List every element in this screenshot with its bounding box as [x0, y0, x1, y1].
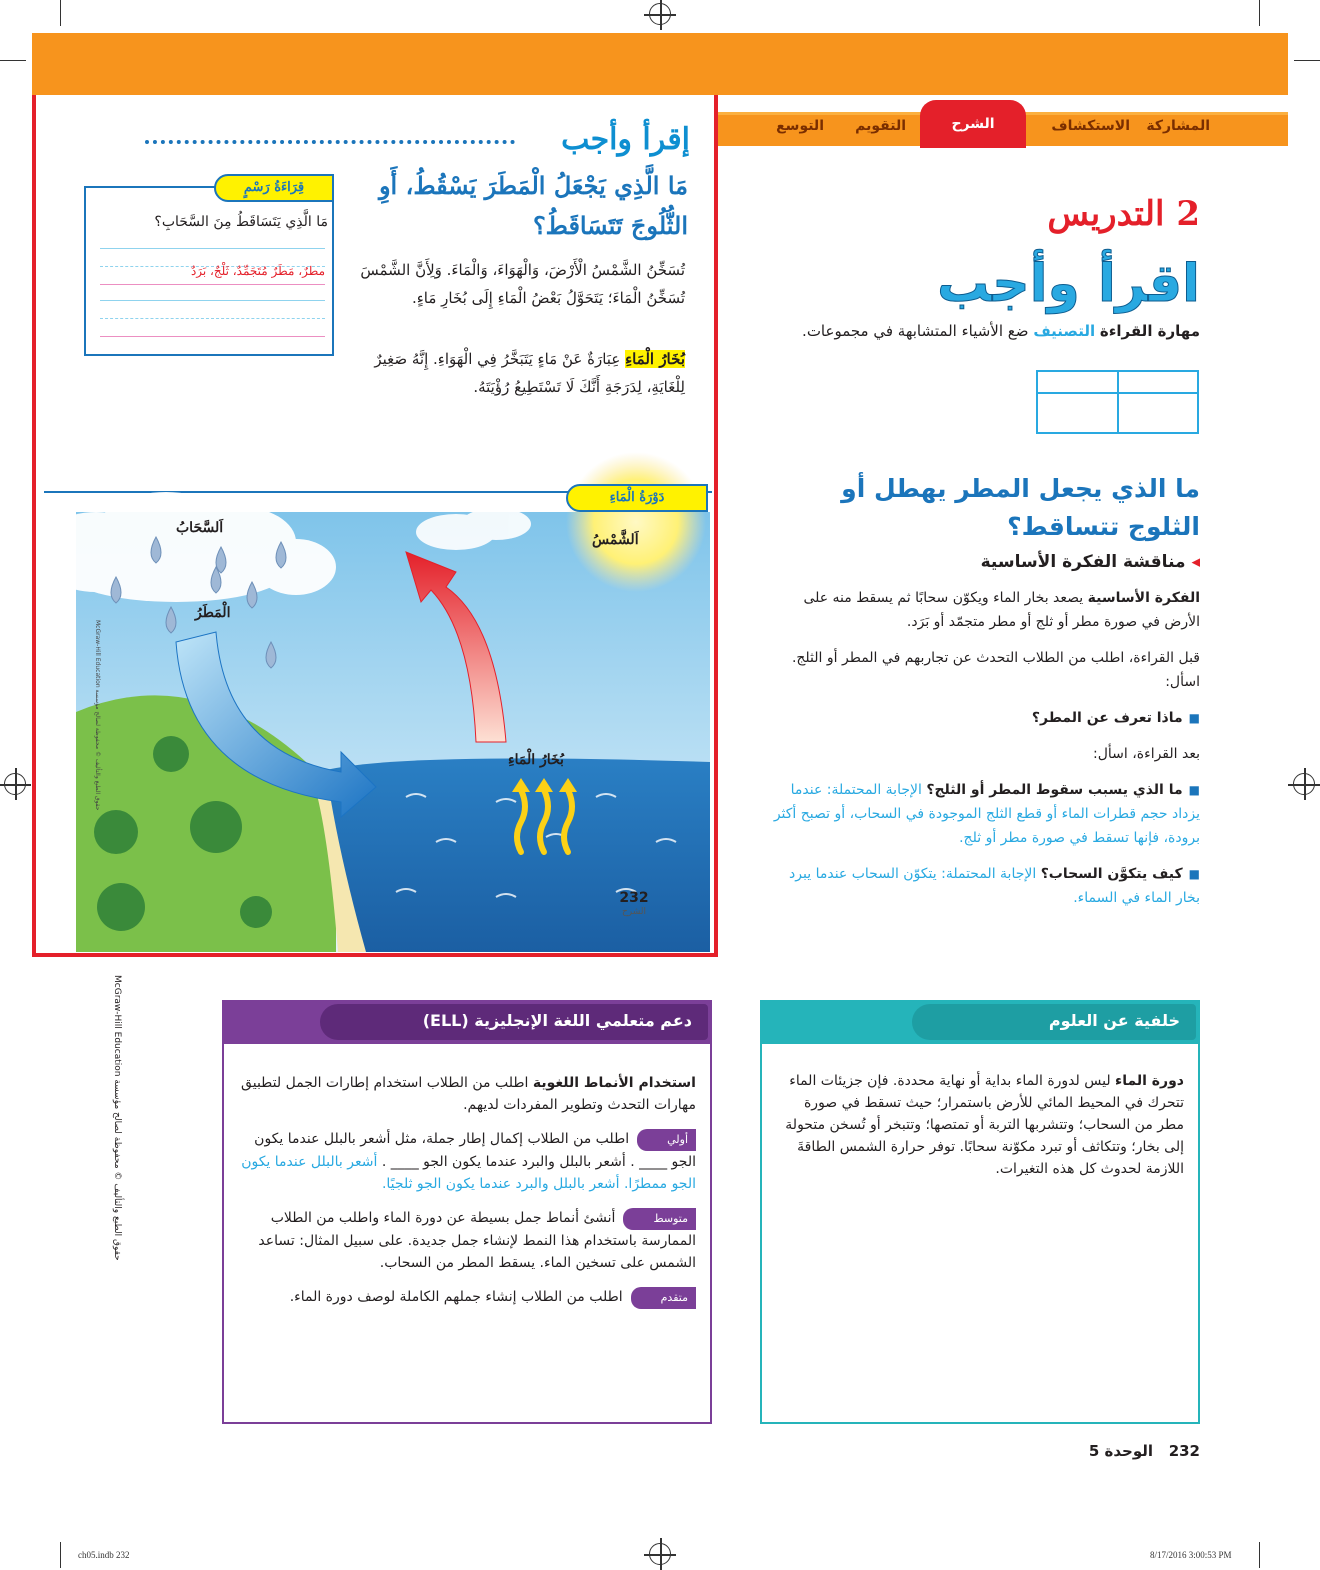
read-answer-title: إقرأ وأجب — [561, 122, 690, 157]
question-2-text: ما الذي يسبب سقوط المطر أو الثلج؟ — [926, 782, 1183, 798]
tab-explore[interactable]: الاستكشاف — [1051, 118, 1130, 134]
vocab-definition: عِبَارَةٌ عَنْ مَاءٍ يَتَبَخَّرُ فِي الْهَوَاءِ. إِنَّهُ صَغِيرٌ لِلْغَايَةِ، لِدَرَجَةِ أَنَّكَ لَا تَسْتَطِيعُ رُؤْيَتَهُ. — [374, 350, 685, 396]
student-page-number: 232 — [619, 890, 649, 906]
level-badge-beginning: أولي — [637, 1129, 696, 1151]
ell-level-2-text: أنشئ أنماط جمل بسيطة عن دورة الماء واطلب من الطلاب الممارسة باستخدام هذا النمط لإنشاء جمل جديدة. على سبيل المثال: تساعد الشمس على تسخين الماء. يسقط المطر من السحاب. — [258, 1210, 696, 1271]
before-reading: قبل القراءة، اطلب من الطلاب التحدث عن تجاربهم في المطر أو الثلج. اسأل: — [791, 650, 1200, 690]
reading-chart-answer: مطرٌ، مَطَرٌ مُتَجَمِّدٌ، ثَلْجٌ، بَرَدٌ — [190, 264, 325, 278]
tab-extend[interactable]: التوسع — [776, 118, 824, 134]
teacher-notes — [770, 586, 1200, 922]
question-1 — [770, 706, 1200, 730]
answer-2-label: الإجابة المحتملة: — [826, 782, 922, 798]
label-rain: الْمَطَرُ — [195, 605, 231, 621]
dotted-rule — [145, 140, 515, 144]
crop-mark — [0, 60, 26, 61]
science-background-text — [776, 1070, 1184, 1180]
science-background-box — [760, 1000, 1200, 1424]
crop-mark — [1294, 60, 1320, 61]
skill-text: ضع الأشياء المتشابهة في مجموعات. — [802, 322, 1029, 340]
section-heading — [1000, 194, 1200, 234]
sun-shape — [566, 452, 706, 592]
science-term: دورة الماء — [1115, 1073, 1184, 1089]
skill-label: مهارة القراءة — [1099, 322, 1200, 340]
lesson-title: اقرأ وأجب — [937, 254, 1200, 314]
section-number: 2 — [1176, 194, 1200, 234]
answer-line — [100, 318, 325, 319]
student-paragraph-1: تُسَخِّنُ الشَّمْسُ الْأَرْضَ، وَالْهَوَاءَ، وَالْمَاءَ. وَلِأَنَّ الشَّمْسَ تُسَخِّنُ الْمَاءَ؛ يَتَحَوَّلُ بَعْضُ الْمَاءِ إِلَى بُخَارِ مَاءٍ. — [360, 261, 685, 307]
bullet-icon: ■ — [1188, 783, 1200, 797]
ell-level-1 — [238, 1128, 696, 1195]
ell-support-text — [238, 1072, 696, 1321]
table-divider — [1117, 372, 1119, 432]
vertical-credit-text: McGraw-Hill Education حقوق الطبع والتأليف © محفوظة لصالح مؤسسة — [94, 620, 101, 811]
ell-level-1-text: اطلب من الطلاب إكمال إطار جملة، مثل أشعر بالبلل عندما يكون الجو ____ . أشعر بالبلل والبرد عندما يكون الجو ____ . — [254, 1131, 696, 1170]
question-3-text: كيف يتكوَّن السحاب؟ — [1040, 866, 1183, 882]
skill-name: التصنيف — [1033, 322, 1096, 340]
crop-mark — [1259, 0, 1260, 26]
question-1-text: ماذا تعرف عن المطر؟ — [1031, 710, 1183, 726]
label-water-vapor: بُخَارُ الْمَاءِ — [508, 752, 564, 768]
triangle-icon: ◂ — [1191, 552, 1200, 572]
main-idea-label: الفكرة الأساسية — [1087, 590, 1200, 606]
registration-mark — [4, 773, 26, 795]
registration-mark — [649, 1543, 671, 1565]
reading-skill — [760, 320, 1200, 342]
ell-intro — [238, 1072, 696, 1116]
student-page-section: الشرح — [621, 907, 647, 917]
student-question: مَا الَّذِي يَجْعَلُ الْمَطَرَ يَسْقُطُ، أَوِ الثُّلُوجَ تَتَسَاقَطُ؟ — [378, 171, 688, 240]
water-cycle-tag: دَوْرَةُ الْمَاءِ — [566, 484, 708, 512]
tab-explain[interactable]: الشرح — [920, 100, 1026, 148]
discuss-label: مناقشة الفكرة الأساسية — [980, 552, 1186, 572]
after-reading: بعد القراءة، اسأل: — [1093, 746, 1200, 762]
ell-intro-label: استخدام الأنماط اللغوية — [532, 1075, 696, 1091]
crop-mark — [1259, 1542, 1260, 1568]
registration-mark — [1293, 773, 1315, 795]
label-sun: اَلشَّمْسُ — [592, 532, 639, 548]
label-clouds: اَلسَّحَابُ — [176, 520, 224, 536]
section-title: التدريس — [1047, 194, 1165, 234]
level-badge-advanced: متقدم — [631, 1287, 696, 1309]
teacher-question: ما الذي يجعل المطر يهطل أو الثلوج تتساقط؟ — [841, 474, 1200, 541]
classification-table — [1036, 370, 1199, 434]
answer-2-text: عندما يزداد حجم قطرات الماء أو قطع الثلج الموجودة في السحاب، أو تصبح أكثر برودة، فإنها تسقط في صورة مطر أو ثلج. — [773, 782, 1200, 846]
side-copyright-text: McGraw-Hill Education حقوق الطبع والتأليف © محفوظة لصالح مؤسسة — [112, 975, 122, 1261]
reading-chart-question: مَا الَّذِي يَتَسَاقَطُ مِنَ السَّحَابِ؟ — [154, 214, 328, 230]
answer-line — [100, 284, 325, 285]
ell-level-3 — [238, 1286, 696, 1309]
table-divider — [1038, 392, 1197, 394]
header-band — [32, 33, 1288, 95]
water-cycle-illustration — [76, 512, 710, 952]
discuss-heading — [800, 552, 1200, 572]
answer-line — [100, 336, 325, 337]
date-slug: 8/17/2016 3:00:53 PM — [1150, 1550, 1232, 1560]
answer-line — [100, 300, 325, 301]
tab-engage[interactable]: المشاركة — [1146, 118, 1210, 134]
level-badge-intermediate: متوسط — [623, 1208, 696, 1230]
vocab-term: بُخَارُ الْمَاءِ — [625, 350, 685, 368]
crop-mark — [60, 1542, 61, 1568]
question-2 — [770, 778, 1200, 850]
answer-3-text: يتكوّن السحاب عندما يبرد بخار الماء في السماء. — [789, 866, 1200, 906]
main-idea-text: يصعد بخار الماء ويكوّن سحابًا ثم يسقط منه على الأرض في صورة مطر أو ثلج أو مطر متجمّد أو بَرَد. — [803, 590, 1200, 630]
registration-mark — [649, 3, 671, 25]
ell-level-3-text: اطلب من الطلاب إنشاء جملهم الكاملة لوصف دورة الماء. — [289, 1289, 623, 1305]
crop-mark — [60, 0, 61, 26]
vapor-arrowheads — [512, 778, 577, 792]
ell-level-1-answer: أشعر بالبلل عندما يكون الجو ممطرًا. أشعر بالبلل والبرد عندما يكون الجو ثلجيًا. — [241, 1154, 696, 1192]
ell-support-title: دعم متعلمي اللغة الإنجليزية (ELL) — [320, 1004, 708, 1040]
page-footer — [1060, 1442, 1200, 1460]
answer-line — [100, 248, 325, 249]
science-body: ليس لدورة الماء بداية أو نهاية محددة. فإن جزيئات الماء تتحرك في المحيط المائي للأرض باستمرار؛ حيث تسقط في صورة مطر من السحاب؛ وتتشربها التربة أو تمتصها؛ وتتبخر أو تُسخن متحولة إلى بخار؛ وتتكاثف أو تبرد مكوّنة سحابًا. توفر حرارة الشمس الطاقةَ اللازمة لحدوث كل هذه التغيرات. — [785, 1073, 1184, 1177]
science-background-title: خلفية عن العلوم — [912, 1004, 1196, 1040]
ell-intro-text: اطلب من الطلاب استخدام إطارات الجمل لتطبيق مهارات التحدث وتطوير المفردات لديهم. — [241, 1075, 696, 1113]
answer-3-label: الإجابة المحتملة: — [941, 866, 1037, 882]
bullet-icon: ■ — [1188, 867, 1200, 881]
tab-evaluate[interactable]: التقويم — [855, 118, 906, 134]
reading-chart-tag: قِرَاءَةُ رَسْمٍ — [214, 174, 334, 202]
ell-level-2 — [238, 1207, 696, 1274]
footer-page-number: 232 — [1168, 1442, 1200, 1460]
footer-unit: الوحدة 5 — [1088, 1442, 1154, 1460]
student-paragraph-2 — [345, 345, 685, 401]
question-3 — [770, 862, 1200, 910]
side-copyright — [105, 975, 131, 1330]
file-slug: ch05.indb 232 — [78, 1550, 130, 1560]
bullet-icon: ■ — [1188, 711, 1200, 725]
main-idea — [770, 586, 1200, 634]
vertical-credit — [88, 620, 100, 820]
